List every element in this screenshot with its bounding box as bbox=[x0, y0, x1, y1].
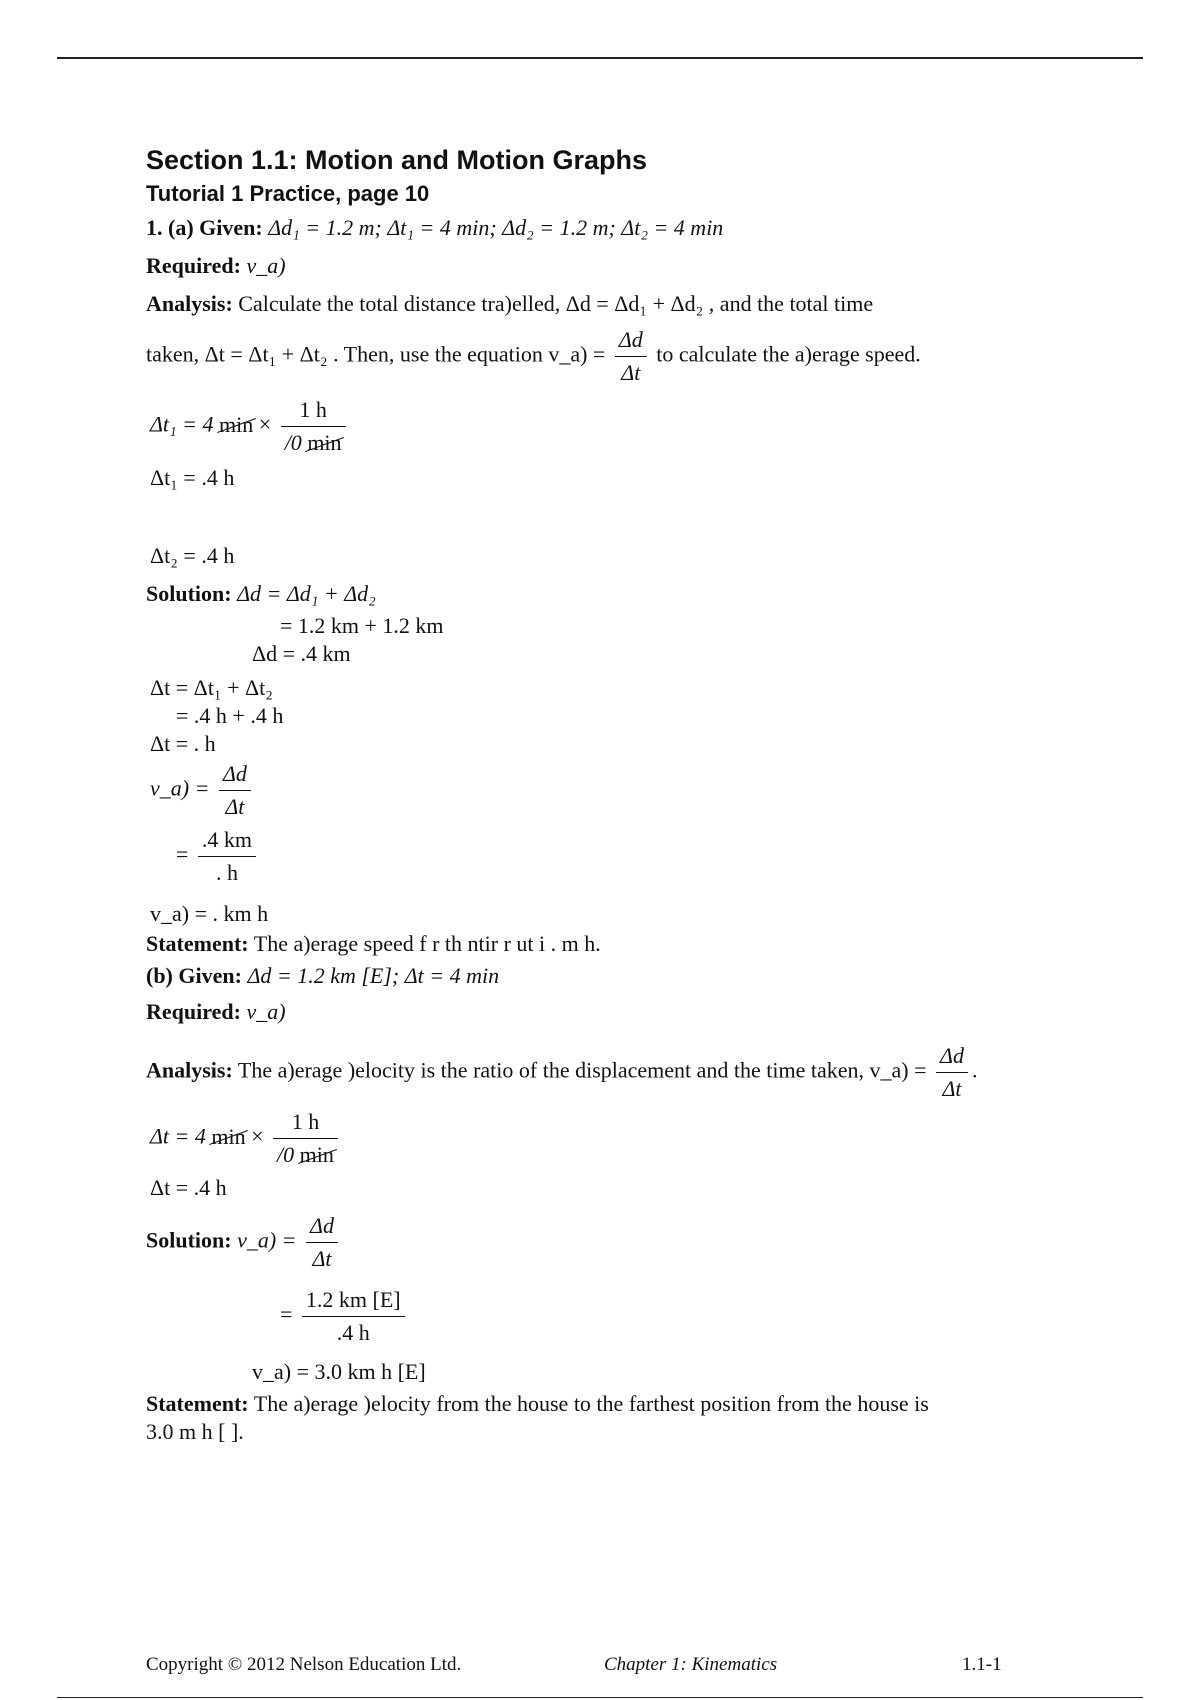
velocity-equation-2 bbox=[280, 1286, 409, 1347]
conversion-lhs: Δt₁ = 4 bbox=[150, 411, 214, 437]
required-label: Required: bbox=[146, 999, 241, 1024]
solution-line: Δt = . h bbox=[150, 731, 216, 756]
analysis-text: Calculate the total distance tra)elled, Δd = Δd₁ + Δd₂ , and the total time bbox=[238, 291, 874, 316]
footer-chapter: Chapter 1: Kinematics bbox=[604, 1654, 778, 1675]
fraction-numerator: 1 h bbox=[281, 396, 346, 427]
solution-line: = .4 h + .4 h bbox=[176, 703, 284, 728]
part-a-solution bbox=[146, 580, 376, 608]
fraction-denominator: . h bbox=[215, 860, 238, 885]
given-label: (b) Given: bbox=[146, 963, 242, 988]
cancelled-unit: min bbox=[299, 1142, 334, 1167]
part-a-analysis-line2 bbox=[146, 326, 921, 387]
conversion-1 bbox=[150, 396, 350, 457]
part-b-analysis: Analysis: The a)erage )elocity is the ratio of the displacement and the time taken, v_a) = $\frac{\Delta d}{\Delta t}$ . bbox=[146, 1043, 978, 1101]
given-text: Δd₁ = 1.2 m; Δt₁ = 4 min; Δd₂ = 1.2 m; Δt₂ = 4 min bbox=[268, 215, 724, 240]
cancelled-unit: min bbox=[307, 430, 342, 455]
fraction-denominator: Δt bbox=[942, 1076, 962, 1101]
times-sign: × bbox=[258, 411, 272, 437]
velocity-result: v_a) = 3.0 km h [E] bbox=[252, 1359, 426, 1384]
part-a-required bbox=[146, 252, 286, 280]
fraction-denominator: Δt bbox=[312, 1246, 332, 1271]
solution-line: = 1.2 km + 1.2 km bbox=[280, 613, 444, 638]
conversion-fraction bbox=[281, 396, 346, 457]
part-a-statement bbox=[146, 930, 601, 958]
speed-result: v_a) = . km h bbox=[150, 901, 269, 926]
equation-lhs: = bbox=[176, 841, 189, 867]
equation-fraction bbox=[198, 826, 256, 887]
statement-label: Statement: bbox=[146, 1391, 249, 1416]
footer-copyright: Copyright © 2012 Nelson Education Ltd. bbox=[146, 1654, 462, 1675]
statement-label: Statement: bbox=[146, 931, 249, 956]
footer-page-number: 1.1-1 bbox=[962, 1654, 1002, 1675]
required-text: v_a) bbox=[246, 253, 286, 278]
speed-equation-2 bbox=[176, 826, 260, 887]
part-b-solution bbox=[146, 1212, 342, 1273]
top-rule bbox=[57, 57, 1143, 59]
part-b-given bbox=[146, 962, 499, 990]
speed-fraction bbox=[615, 326, 647, 387]
cancelled-unit: min bbox=[211, 1123, 246, 1149]
velocity-fraction bbox=[936, 1042, 968, 1103]
tutorial-title: Tutorial 1 Practice, page 10 bbox=[146, 181, 430, 206]
part-a-given bbox=[146, 214, 723, 242]
equation-fraction bbox=[302, 1286, 405, 1347]
conversion-fraction bbox=[273, 1108, 338, 1169]
fraction-denominator: Δt bbox=[621, 360, 641, 385]
conversion-lhs: Δt = 4 bbox=[150, 1123, 206, 1149]
equation-fraction bbox=[306, 1212, 338, 1273]
conversion-b-result: Δt = .4 h bbox=[150, 1175, 227, 1200]
equation-lhs: v_a) = bbox=[150, 775, 210, 801]
cancelled-unit: min bbox=[219, 411, 254, 437]
conversion-1-result: Δt₁ = .4 h bbox=[150, 465, 235, 490]
analysis-text-b: to calculate the a)erage speed. bbox=[656, 341, 921, 367]
denominator-value: /0 bbox=[277, 1142, 295, 1167]
bottom-rule bbox=[57, 1697, 1143, 1698]
solution-label: Solution: bbox=[146, 1227, 232, 1253]
fraction-numerator: .4 km bbox=[198, 826, 256, 857]
fraction-numerator: 1 h bbox=[273, 1108, 338, 1139]
times-sign: × bbox=[251, 1123, 264, 1149]
fraction-denominator bbox=[273, 1139, 338, 1169]
analysis-label: Analysis: bbox=[146, 291, 233, 316]
fraction-numerator: Δd bbox=[936, 1042, 968, 1073]
statement-text: The a)erage speed f r th ntir r ut i . m h. bbox=[253, 931, 601, 956]
part-b-required bbox=[146, 998, 286, 1026]
denominator-value: /0 bbox=[284, 430, 302, 455]
speed-equation-1 bbox=[150, 760, 255, 821]
required-label: Required: bbox=[146, 253, 241, 278]
equation-lhs: = bbox=[280, 1301, 293, 1327]
conversion-b bbox=[150, 1108, 342, 1169]
fraction-numerator: Δd bbox=[615, 326, 647, 357]
fraction-numerator: Δd bbox=[306, 1212, 338, 1243]
solution-line: Δd = .4 km bbox=[252, 641, 351, 666]
solution-label: Solution: bbox=[146, 581, 232, 606]
part-b-statement-line2: 3.0 m h [ ]. bbox=[146, 1419, 244, 1444]
equation-fraction bbox=[219, 760, 251, 821]
fraction-denominator: Δt bbox=[225, 794, 245, 819]
analysis-label: Analysis: bbox=[146, 1057, 233, 1083]
analysis-text-a: taken, Δt = Δt₁ + Δt₂ . Then, use the equation v_a) = bbox=[146, 341, 606, 367]
required-text: v_a) bbox=[246, 999, 286, 1024]
fraction-numerator: Δd bbox=[219, 760, 251, 791]
equation-lhs: v_a) = bbox=[237, 1227, 297, 1253]
fraction-denominator bbox=[281, 427, 346, 457]
fraction-denominator: .4 h bbox=[336, 1320, 370, 1345]
solution-line: Δd = Δd₁ + Δd₂ bbox=[237, 581, 376, 606]
analysis-text: The a)erage )elocity is the ratio of the displacement and the time taken, v_a) = bbox=[237, 1057, 927, 1083]
conversion-2-result: Δt₂ = .4 h bbox=[150, 543, 235, 568]
statement-text: The a)erage )elocity from the house to the farthest position from the house is bbox=[253, 1391, 929, 1416]
section-title: Section 1.1: Motion and Motion Graphs bbox=[146, 145, 648, 175]
fraction-numerator: 1.2 km [E] bbox=[302, 1286, 405, 1317]
part-a-analysis-line1 bbox=[146, 290, 873, 318]
part-b-statement-line1 bbox=[146, 1390, 929, 1418]
given-label: 1. (a) Given: bbox=[146, 215, 263, 240]
given-text: Δd = 1.2 km [E]; Δt = 4 min bbox=[247, 963, 500, 988]
solution-line: Δt = Δt₁ + Δt₂ bbox=[150, 675, 273, 700]
